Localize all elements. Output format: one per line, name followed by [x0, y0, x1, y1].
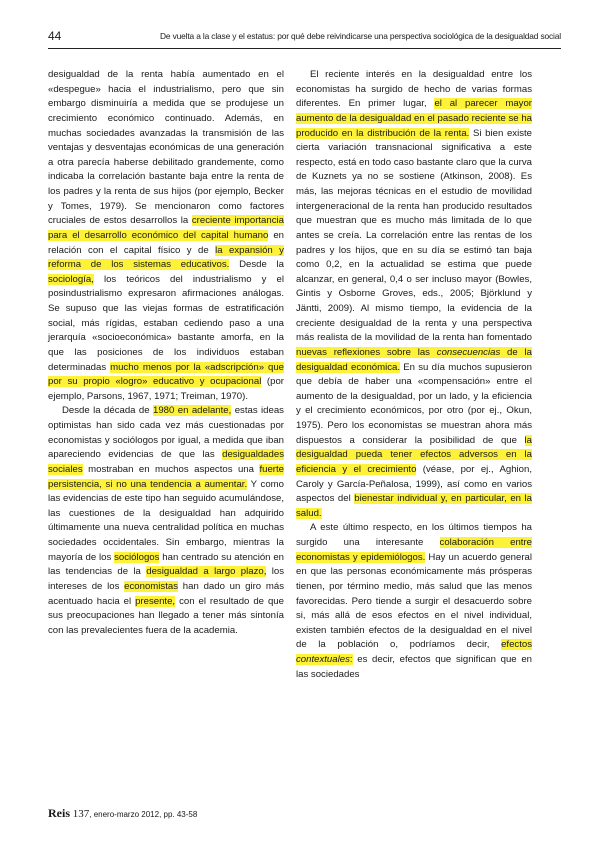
text-run: (véase, por ej., Aghion, Caroly y García-Peñalosa, 1999), así como en varios aspectos del	[296, 463, 532, 505]
highlight: la desigualdad pueda tener efectos adversos en la eficiencia y el crecimiento	[296, 434, 532, 475]
page-header	[48, 29, 561, 45]
highlight: mucho menos por la «adscripción» que por su propio «logro» educativo y ocupacional	[48, 361, 284, 388]
left-column	[48, 68, 284, 638]
text-run: mostraban en muchos aspectos una	[82, 463, 260, 475]
highlight: desigualdades sociales	[48, 449, 284, 475]
text-run: Y como las evidencias de este tipo han seguido acumulándose, las cuestiones de la desigualdad han adquirido últimamente una nueva centralidad política en muchas sociedades occidentales. Sin embargo, mientras la mayoría de los	[48, 478, 284, 563]
paragraph	[296, 521, 532, 682]
highlight: la expansión y reforma de los sistemas educativos.	[48, 244, 284, 271]
issue-details: , enero-marzo 2012, pp. 43-58	[89, 810, 198, 819]
running-title: De vuelta a la clase y el estatus: por qué debe reivindicarse una perspectiva sociológica de la desigualdad social	[160, 31, 561, 41]
text-run: han dado un giro más acentuado hacia el	[48, 580, 284, 607]
right-column	[296, 68, 532, 682]
text-run: estas ideas optimistas han sido cada vez más cuestionadas por economistas y sociólogos por igual, a medida que iban apareciendo evidencias de que las	[48, 405, 284, 461]
paragraph	[296, 68, 532, 521]
text-run: Si bien existe cierta variación transnacional significativa a este respecto, está en todo caso bastante claro que la curva de Kuznets ya no se sostiene (Atkinson, 2008). Es más, las mejoras técnicas en el estudio de movilidad intergeneracional de la renta han producido resultados que muestran que es mucho más limitada de lo que antes se creía. La correlación entre las rentas de los padres y los hijos, que en su día se estimó tan baja como 0,2, en la actualidad se estima que puede alcanzar, en general, 0,4 o ser incluso mayor (Bowles, Gintis y Osborne Groves, eds., 2005; Björklund y Jäntti, 2009). Al mismo tiempo, la evidencia de la creciente desigualdad de la renta y una perspectiva más realista de la movilidad de la renta han fomentado	[296, 127, 533, 344]
text-run: A este último respecto, en los últimos tiempos ha surgido una interesante	[296, 522, 532, 548]
text-run: En su día muchos supusieron que debía de haber una «compensación» entre el aumento de la desigualdad, por un lado, y la eficiencia y el crecimiento económicos, por otro (por ej., Okun, 1975). Pero los economistas se muestran ahora más dispuestos a considerar la posibilidad de que	[296, 361, 532, 446]
page-footer	[48, 806, 197, 821]
paragraph	[48, 68, 284, 404]
highlight: bienestar individual y, en particular, en la salud.	[296, 493, 532, 519]
journal-issue: 137	[70, 808, 90, 820]
highlight: :	[349, 654, 353, 665]
highlight: desigualdad a largo plazo,	[146, 566, 267, 578]
highlight: sociología,	[48, 273, 94, 285]
highlight: efectos	[501, 639, 532, 651]
highlight-italic: contextuales	[296, 654, 350, 665]
highlight: sociólogos	[114, 551, 160, 563]
highlight: de la desigualdad económica.	[296, 346, 532, 373]
text-run: Hay un acuerdo general en que las personas económicamente más prósperas tienen, por término medio, más salud que las menos favorecidas. Pero tiende a surgir el desacuerdo sobre si, más allá de esos efectos en el nivel individual, existen también efectos de la desigualdad en el nivel de la población o, podríamos decir,	[296, 551, 532, 651]
header-rule	[48, 48, 561, 49]
text-run: los teóricos del industrialismo y el posindustrialismo expresaron afirmaciones análogas. Se supuso que las viejas formas de estratificación social, más rígidas, estaban cediendo paso a una jerarquía «socioeconómica» bastante amorfa, en la que las posiciones de los individuos estaban determinadas	[48, 273, 284, 373]
highlight: colaboración entre economistas y epidemiólogos.	[296, 537, 532, 563]
text-run: (por ejemplo, Parsons, 1967, 1971; Treiman, 1970).	[48, 376, 284, 402]
highlight: el al parecer mayor aumento de la desigualdad en el pasado reciente se ha producido en la distribución de la renta.	[296, 98, 532, 139]
highlight-italic: consecuencias	[436, 346, 501, 358]
text-run: Desde la	[229, 259, 284, 271]
text-run: con el resultado de que sus preocupaciones han llegado a tener más sintonía con las prevalecientes fuera de la academia.	[48, 595, 284, 636]
text-run: los intereses de los	[48, 566, 285, 592]
page-number: 44	[48, 29, 62, 43]
paragraph	[48, 404, 284, 638]
journal-name: Reis	[48, 806, 70, 820]
highlight: nuevas reflexiones sobre las	[296, 346, 437, 358]
highlight: presente,	[135, 595, 176, 607]
text-run: Desde la década de	[62, 405, 153, 417]
highlight: creciente importancia para el desarrollo económico del capital humano	[48, 215, 284, 241]
text-run: es decir, efectos que significan que en las sociedades	[296, 654, 532, 680]
highlight: fuerte persistencia, si no una tendencia a aumentar.	[48, 463, 284, 490]
text-run: desigualdad de la renta había aumentado en el «despegue» hacia el industrialismo, pero que sin embargo disminuiría a medida que se produjese un crecimiento económico continuado. Además, en muchas sociedades avanzadas la transmisión de las ventajas y desventajas económicas de una generación a otra parecía haberse debilitado grandemente, como indicaba la correlación bastante baja entre la renta de los padres y la renta de sus hijos (por ejemplo, Becker y Tomes, 1979). Se mencionaron como factores cruciales de estos desarrollos la	[48, 69, 284, 227]
text-run: han centrado su atención en las tendencias de la	[48, 551, 285, 578]
text-run: en relación con el capital físico y de	[48, 229, 285, 256]
highlight: 1980 en adelante,	[152, 405, 232, 417]
highlight: economistas	[124, 580, 179, 592]
text-run: El reciente interés en la desigualdad entre los economistas ha surgido de hecho de varias formas diferentes. En primer lugar,	[296, 69, 532, 110]
